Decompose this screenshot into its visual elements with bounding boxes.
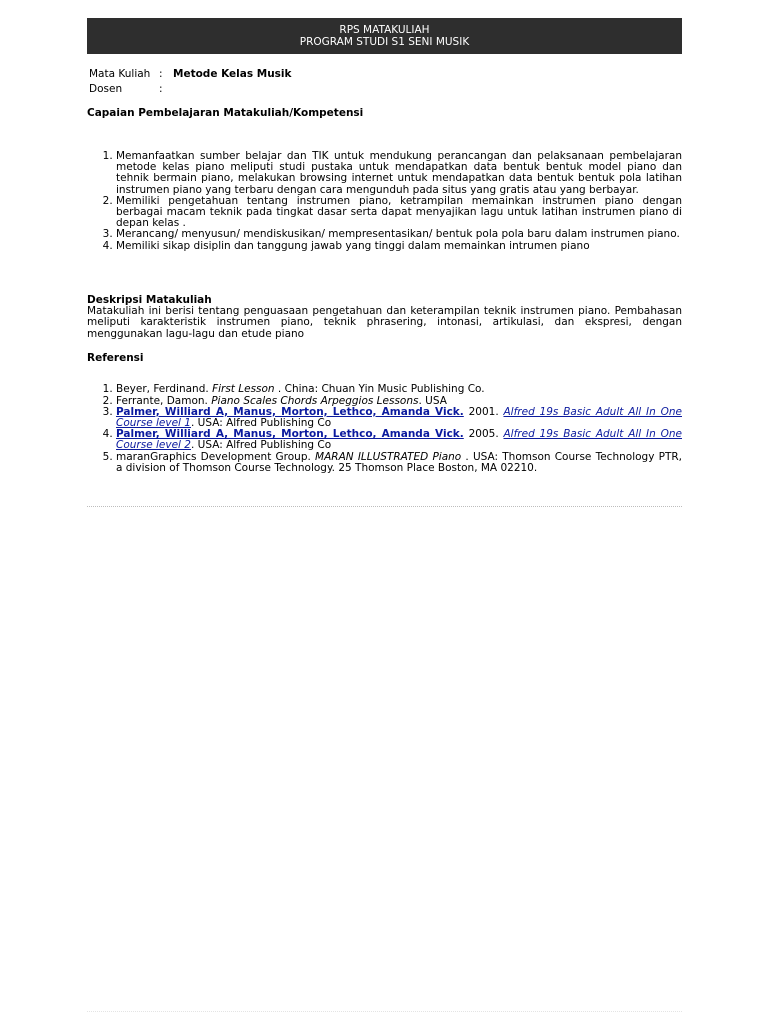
reference-item [116,407,682,429]
reference-title-link[interactable]: Alfred 19s Basic Adult All In One Course level 1 [116,405,682,429]
reference-year: 2001. [463,405,504,418]
references-heading: Referensi [87,352,144,365]
course-label: Mata Kuliah [89,68,151,80]
cpl-heading: Capaian Pembelajaran Matakuliah/Kompetensi [87,107,364,119]
header-subtitle: PROGRAM STUDI S1 SENI MUSIK [299,36,470,48]
reference-publisher: . USA: Thomson Course Technology PTR, a division of Thomson Course Technology. 25 Thomson Place Boston, MA 02210. [116,450,682,474]
reference-publisher: . China: Chuan Yin Music Publishing Co. [274,383,485,396]
cpl-item: 2. Memiliki pengetahuan tentang instrumen piano, ketrampilan memainkan instrumen piano dengan berbagai macam teknik pada tingkat dasar serta dapat menyajikan lagu untuk latihan instrumen piano di depan kelas . [116,196,682,230]
lecturer-row [87,82,682,97]
page-bottom-divider [87,1011,682,1012]
reference-title: Piano Scales Chords Arpeggios Lessons [211,394,419,407]
lecturer-colon: : [159,82,163,95]
cpl-list [87,151,682,252]
reference-title: MARAN ILLUSTRATED Piano [315,450,462,463]
reference-publisher: . USA: Alfred Publishing Co [190,416,332,429]
document-page [87,18,682,474]
description-heading: Deskripsi Matakuliah [87,293,212,306]
reference-author-link[interactable]: Palmer, Williard A, Manus, Morton, Lethco, Amanda Vick. [116,428,464,441]
section-divider [87,506,682,507]
reference-publisher: . USA: Alfred Publishing Co [190,439,332,452]
document-header [87,18,682,54]
course-row [87,67,682,82]
reference-title: First Lesson [212,383,275,396]
reference-item [116,452,682,474]
reference-publisher: . USA [418,394,447,407]
references-list [87,384,682,474]
description-text: Matakuliah ini berisi tentang penguasaan pengetahuan dan keterampilan teknik instrumen piano. Pembahasan meliputi karakteristik instrumen piano, teknik phrasering, intonasi, artikulasi, dan ekspresi, dengan menggunakan lagu-lagu dan etude piano [87,304,682,340]
cpl-item: 1. Memanfaatkan sumber belajar dan TIK untuk mendukung perancangan dan pelaksanaan pembelajaran metode kelas piano meliputi studi pustaka untuk mendapatkan data bentuk bentuk model piano dan tehnik bermain piano, melakukan browsing internet untuk mendapatkan data bentuk bentuk pola latihan instrumen piano yang terbaru dengan cara mengunduh pada situs yang gratis atau yang berbayar. [116,151,682,196]
header-title: RPS MATAKULIAH [339,24,430,36]
course-colon: : [159,68,163,80]
cpl-item: 4. Memiliki sikap disiplin dan tanggung jawab yang tinggi dalam memainkan intrumen piano [116,241,682,252]
course-name: Metode Kelas Musik [173,68,292,80]
reference-author: Beyer, Ferdinand. [116,383,213,396]
reference-author: Ferrante, Damon. [116,394,212,407]
cpl-item: 3. Merancang/ menyusun/ mendiskusikan/ mempresentasikan/ bentuk pola pola baru dalam instrumen piano. [116,229,682,240]
course-meta [87,67,682,96]
reference-item [116,429,682,451]
reference-author-link[interactable]: Palmer, Williard A, Manus, Morton, Lethco, Amanda Vick. [116,405,464,418]
reference-author: maranGraphics Development Group. [116,450,316,463]
reference-year: 2005. [463,428,504,441]
lecturer-label: Dosen [89,82,123,95]
reference-title-link[interactable]: Alfred 19s Basic Adult All In One Course level 2 [116,428,682,452]
